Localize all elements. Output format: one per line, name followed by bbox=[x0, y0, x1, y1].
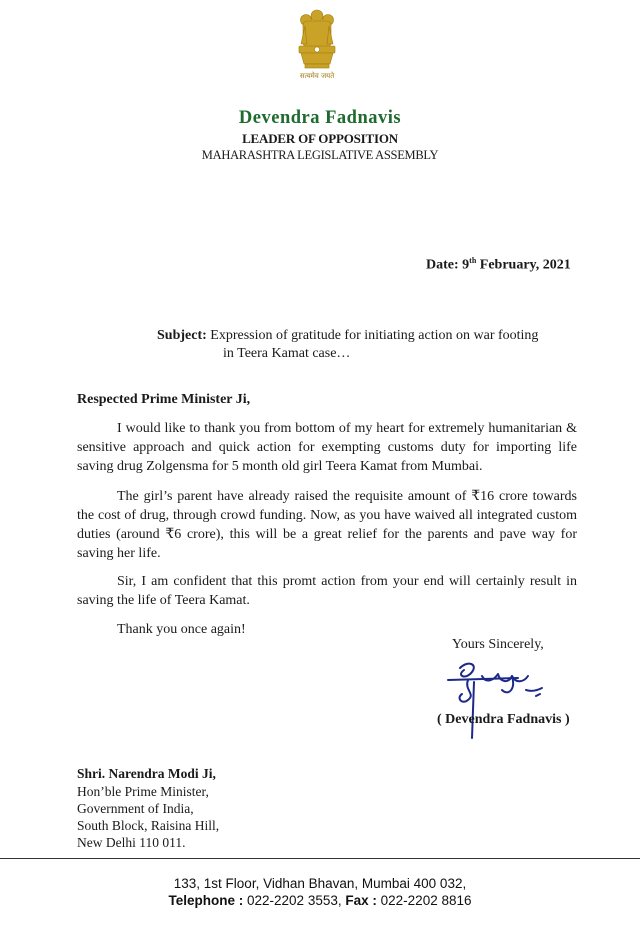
footer-contact bbox=[0, 893, 640, 908]
thanks-line: Thank you once again! bbox=[117, 622, 246, 637]
addressee-line-2: Government of India, bbox=[77, 801, 194, 816]
body-paragraph-1: I would like to thank you from bottom of my heart for extremely humanitarian & sensitive approach and quick action for exempting customs duty for importing life saving drug Zolgensma for 5 month old girl Teera Kamat from Mumbai. bbox=[77, 421, 577, 474]
addressee-name: Shri. Narendra Modi Ji, bbox=[77, 766, 216, 781]
letterhead-name: Devendra Fadnavis bbox=[238, 108, 402, 128]
letter-date bbox=[426, 256, 571, 274]
letterhead-role: LEADER OF OPPOSITION bbox=[242, 131, 398, 146]
fax-label: Fax : bbox=[345, 893, 377, 908]
date-label: Date: bbox=[426, 257, 459, 273]
body-paragraph-2: The girl’s parent have already raised the requisite amount of ₹16 crore towards the cost of drug, through crowd funding. Now, as you have waived all integrated custom duties (around ₹6 crore), this will be a great relief for the parents and pave way for saving her life. bbox=[77, 489, 577, 561]
national-emblem-icon bbox=[287, 6, 347, 90]
letterhead-assembly: MAHARASHTRA LEGISLATIVE ASSEMBLY bbox=[201, 148, 439, 162]
subject-line-2: in Teera Kamat case… bbox=[223, 346, 351, 361]
date-suffix: th bbox=[469, 256, 477, 265]
footer-address: 133, 1st Floor, Vidhan Bhavan, Mumbai 400 032, bbox=[173, 876, 467, 891]
subject-label: Subject: bbox=[157, 328, 207, 343]
addressee-line-1: Hon’ble Prime Minister, bbox=[77, 784, 209, 799]
footer-divider bbox=[0, 858, 640, 859]
salutation: Respected Prime Minister Ji, bbox=[77, 392, 251, 407]
date-month-year: February, 2021 bbox=[479, 257, 571, 273]
addressee-line-4: New Delhi 110 011. bbox=[77, 835, 186, 850]
signatory-name: ( Devendra Fadnavis ) bbox=[437, 712, 570, 727]
closing-line: Yours Sincerely, bbox=[452, 637, 544, 652]
letter-subject bbox=[157, 327, 538, 363]
addressee-line-3: South Block, Raisina Hill, bbox=[77, 818, 220, 833]
date-day: 9 bbox=[462, 257, 470, 273]
subject-line-1: Expression of gratitude for initiating action on war footing bbox=[210, 328, 539, 343]
telephone-number: 022-2202 3553, bbox=[247, 893, 342, 908]
body-paragraph-3: Sir, I am confident that this promt action from your end will certainly result in saving the life of Teera Kamat. bbox=[77, 574, 577, 608]
telephone-label: Telephone : bbox=[168, 893, 244, 908]
fax-number: 022-2202 8816 bbox=[380, 893, 472, 908]
emblem-motto: सत्यमेव जयते bbox=[299, 72, 335, 80]
